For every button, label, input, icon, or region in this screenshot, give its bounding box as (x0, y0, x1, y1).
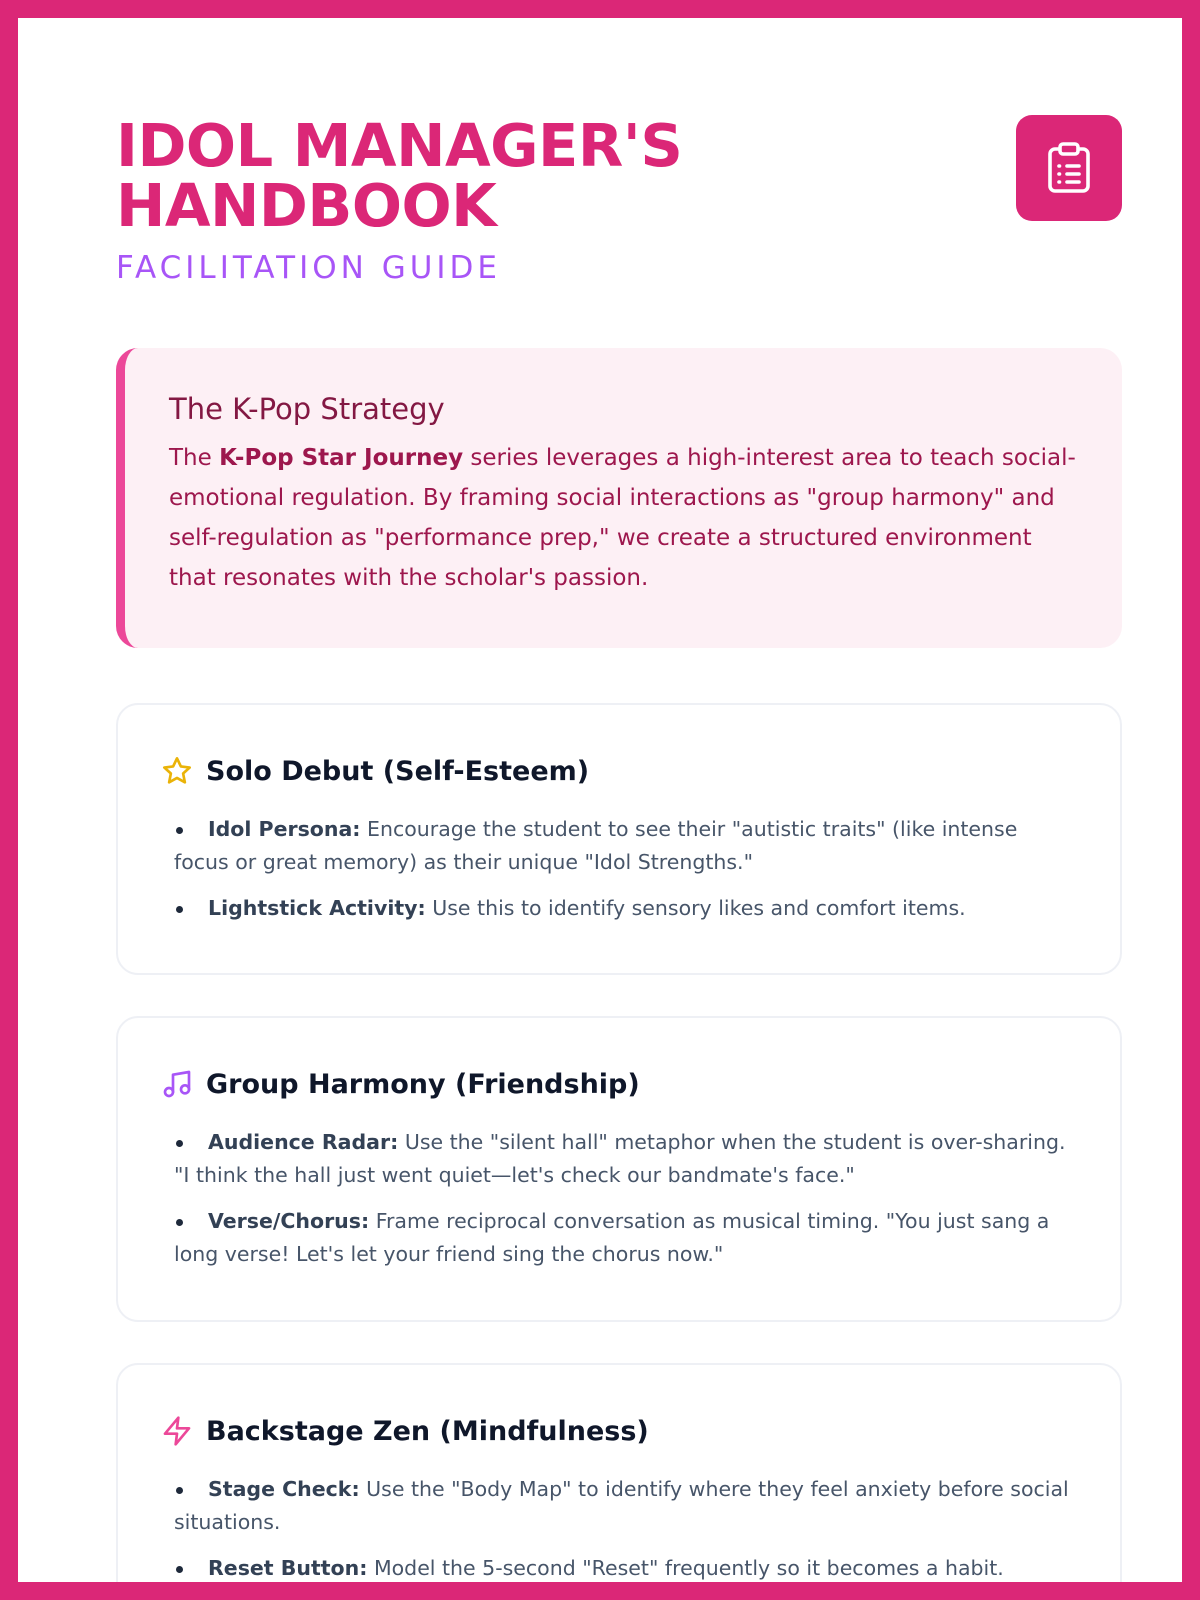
section-header (160, 1064, 1076, 1104)
item-label: Idol Persona: (208, 817, 361, 841)
list-item (174, 1552, 1076, 1585)
section-title: Backstage Zen (Mindfulness) (206, 1415, 649, 1447)
strategy-highlight: K-Pop Star Journey (219, 445, 464, 471)
item-text: Use this to identify sensory likes and comfort items. (425, 896, 966, 920)
item-label: Reset Button: (208, 1556, 368, 1580)
section-header (160, 1411, 1076, 1451)
section-list (160, 813, 1076, 925)
strategy-text (169, 438, 1078, 598)
list-item (174, 813, 1076, 879)
section-list (160, 1473, 1076, 1585)
strategy-text-end: series leverages a high-interest area to teach social-emotional regulation. By framing social interactions as "group harmony" and self-regulation as "performance prep," we create a structured environment that resonates with the scholar's passion. (169, 445, 1076, 591)
zap-icon (160, 1414, 194, 1448)
item-label: Verse/Chorus: (208, 1209, 370, 1233)
item-text: Use the "Body Map" to identify where they feel anxiety before social situations. (174, 1477, 1069, 1534)
section-card-backstage-zen (116, 1363, 1122, 1600)
item-label: Audience Radar: (208, 1130, 399, 1154)
section-card-solo-debut (116, 703, 1122, 975)
section-title: Solo Debut (Self-Esteem) (206, 755, 590, 787)
item-text: Encourage the student to see their "autistic traits" (like intense focus or great memory) as their unique "Idol Strengths." (174, 817, 1018, 874)
item-text: Model the 5-second "Reset" frequently so it becomes a habit. (367, 1556, 1004, 1580)
item-label: Stage Check: (208, 1477, 360, 1501)
item-text: Use the "silent hall" metaphor when the student is over-sharing. "I think the hall just went quiet—let's check our bandmate's face." (174, 1130, 1066, 1187)
page-subtitle: FACILITATION GUIDE (116, 250, 502, 286)
list-item (174, 1473, 1076, 1539)
item-text: Frame reciprocal conversation as musical timing. "You just sang a long verse! Let's let your friend sing the chorus now." (174, 1209, 1050, 1266)
list-item (174, 1126, 1076, 1192)
item-label: Lightstick Activity: (208, 896, 426, 920)
title-line-1: IDOL MANAGER'S (116, 111, 683, 180)
clipboard-list-icon (1016, 115, 1122, 221)
section-header (160, 751, 1076, 791)
page-title (116, 111, 683, 240)
section-list (160, 1126, 1076, 1271)
list-item (174, 1205, 1076, 1271)
header (116, 18, 1122, 318)
strategy-callout (116, 348, 1122, 648)
list-item (174, 892, 1076, 925)
star-icon (160, 754, 194, 788)
section-title: Group Harmony (Friendship) (206, 1068, 640, 1100)
strategy-heading: The K-Pop Strategy (169, 392, 445, 426)
strategy-text-start: The (169, 445, 220, 471)
title-line-2: HANDBOOK (116, 171, 497, 240)
section-card-group-harmony (116, 1016, 1122, 1322)
handbook-content (116, 18, 1122, 1580)
music-icon (160, 1067, 194, 1101)
